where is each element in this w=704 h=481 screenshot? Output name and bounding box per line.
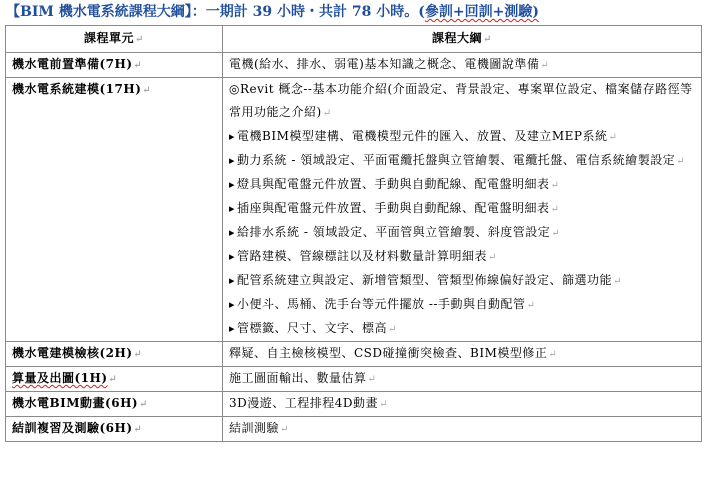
- list-item: ▸ 燈具與配電盤元件放置、手動與自動配線、配電盤明細表↵: [229, 173, 695, 197]
- list-item: ▸ 電機BIM模型建構、電機模型元件的匯入、放置、及建立MEP系統↵: [229, 125, 695, 149]
- unit-cell: 機水電建模檢核(2H)↵: [6, 342, 223, 367]
- table-row: [6, 78, 702, 342]
- unit-cell: 機水電BIM動畫(6H)↵: [6, 392, 223, 417]
- unit-cell: 機水電前置準備(7H)↵: [6, 53, 223, 78]
- topic-list: [229, 78, 695, 341]
- hours-total: 39: [252, 4, 273, 20]
- list-item: ▸ 配管系統建立與設定、新增管類型、管類型佈線偏好設定、篩選功能↵: [229, 269, 695, 293]
- hours-total2: 78: [351, 4, 372, 20]
- list-item: ▸ 動力系統 - 領域設定、平面電纜托盤與立管繪製、電纜托盤、電信系統繪製設定↵: [229, 149, 695, 173]
- table-row: [6, 417, 702, 442]
- table-header-row: [6, 26, 702, 53]
- table-row: [6, 392, 702, 417]
- unit-cell: 結訓複習及測驗(6H)↵: [6, 417, 223, 442]
- title-part3: 小時。(: [371, 4, 425, 20]
- list-item: ▸ 插座與配電盤元件放置、手動與自動配線、配電盤明細表↵: [229, 197, 695, 221]
- outline-cell: 釋疑、自主檢核模型、CSD碰撞衝突檢查、BIM模型修正↵: [223, 342, 702, 367]
- table-row: [6, 53, 702, 78]
- table-row: [6, 342, 702, 367]
- outline-cell: [223, 78, 702, 342]
- title-part4: 參訓+回訓+測驗): [424, 4, 539, 20]
- outline-cell: 施工圖面輸出、數量估算↵: [223, 367, 702, 392]
- list-item: ▸ 小便斗、馬桶、洗手台等元件擺放 --手動與自動配管↵: [229, 293, 695, 317]
- outline-cell: 電機(給水、排水、弱電)基本知識之概念、電機圖說準備↵: [223, 53, 702, 78]
- title-part1: 【BIM 機水電系統課程大綱】：一期計: [6, 4, 253, 20]
- list-item: ▸ 給排水系統 - 領域設定、平面管與立管繪製、斜度管設定↵: [229, 221, 695, 245]
- outline-cell: 3D漫遊、工程排程4D動畫↵: [223, 392, 702, 417]
- title-part2: 小時・共計: [272, 4, 352, 20]
- unit-cell: 算量及出圖(1H)↵: [6, 367, 223, 392]
- header-outline: 課程大綱↵: [223, 26, 702, 53]
- document-title: [6, 1, 702, 23]
- table-row: [6, 367, 702, 392]
- header-unit: 課程單元↵: [6, 26, 223, 53]
- unit-cell: 機水電系統建模(17H)↵: [6, 78, 223, 342]
- course-table: [5, 25, 702, 442]
- list-item: ▸ 管標籤、尺寸、文字、標高↵: [229, 317, 695, 341]
- list-item: ▸ 管路建模、管線標註以及材料數量計算明細表↵: [229, 245, 695, 269]
- outline-cell: 結訓測驗↵: [223, 417, 702, 442]
- list-item: ◎Revit 概念--基本功能介紹(介面設定、背景設定、專案單位設定、檔案儲存路徑等常用功能之介紹)↵: [229, 82, 693, 119]
